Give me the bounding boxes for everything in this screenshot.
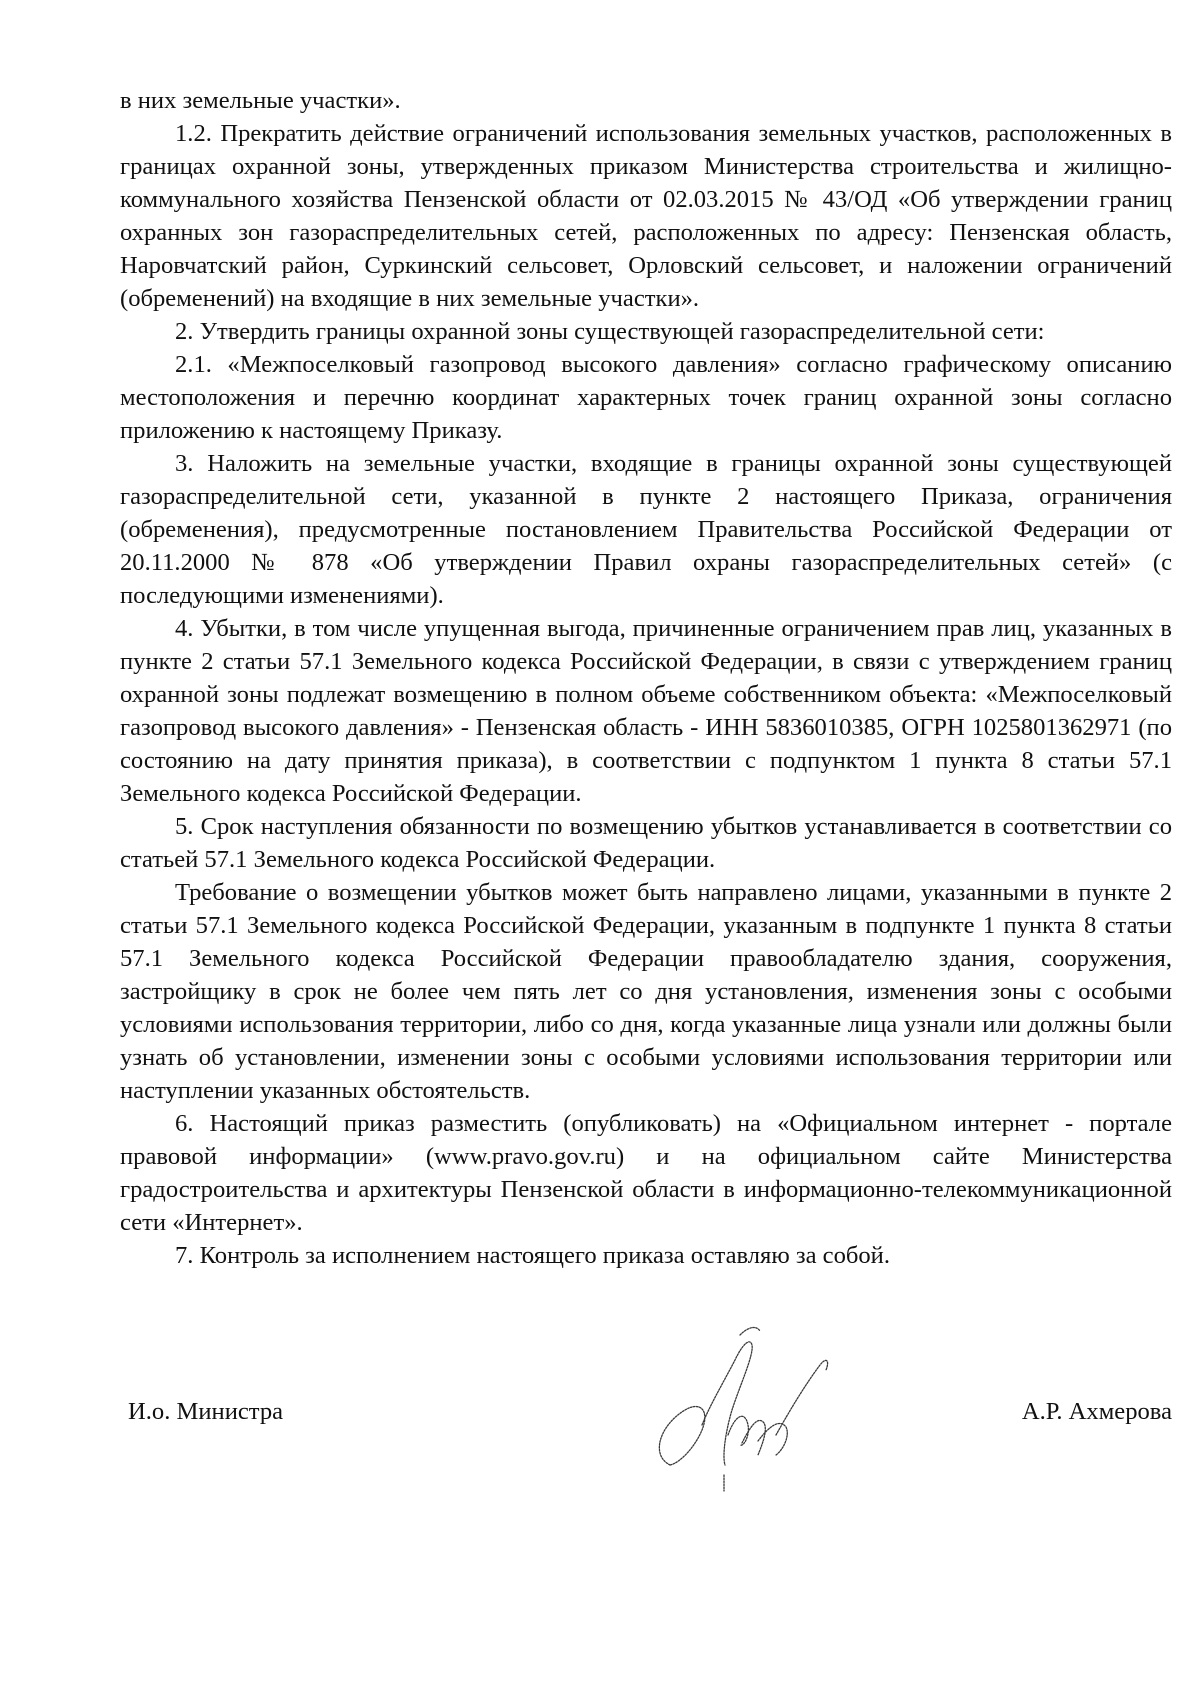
document-body — [120, 84, 1172, 1272]
signatory-title: И.о. Министра — [128, 1398, 284, 1425]
paragraph-4: 4. Убытки, в том числе упущенная выгода, причиненные ограничением прав лиц, указанных в пункте 2 статьи 57.1 Земельного кодекса Российской Федерации, в связи с утверждением границ охранной зоны подлежат возмещению в полном объеме собственником объекта: «Межпоселковый газопровод высокого давления» - Пензенская область - ИНН 5836010385, ОГРН 1025801362971 (по состоянию на дату принятия приказа), в соответствии с подпунктом 1 пункта 8 статьи 57.1 Земельного кодекса Российской Федерации. — [120, 615, 1172, 807]
paragraph-7: 7. Контроль за исполнением настоящего приказа оставляю за собой. — [175, 1242, 890, 1269]
paragraph-damages-claim: Требование о возмещении убытков может быть направлено лицами, указанными в пункте 2 статьи 57.1 Земельного кодекса Российской Федерации, указанным в подпункте 1 пункта 8 статьи 57.1 Земельного кодекса Российской Федерации правообладателю здания, сооружения, застройщику в срок не более чем пять лет со дня установления, изменения зоны с особыми условиями использования территории, либо со дня, когда указанные лица узнали или должны были узнать об установлении, изменении зоны с особыми условиями использования территории или наступлении указанных обстоятельств. — [120, 879, 1172, 1104]
paragraph-2-1: 2.1. «Межпоселковый газопровод высокого давления» согласно графическому описанию местоположения и перечню координат характерных точек границ охранной зоны согласно приложению к настоящему Приказу. — [120, 351, 1172, 444]
paragraph-5: 5. Срок наступления обязанности по возмещению убытков устанавливается в соответствии со статьей 57.1 Земельного кодекса Российской Федерации. — [120, 813, 1172, 873]
signatory-name: А.Р. Ахмерова — [1021, 1398, 1172, 1425]
paragraph-3: 3. Наложить на земельные участки, входящие в границы охранной зоны существующей газораспределительной сети, указанной в пункте 2 настоящего Приказа, ограничения (обременения), предусмотренные постановлением Правительства Российской Федерации от 20.11.2000 № 878 «Об утверждении Правил охраны газораспределительных сетей» (с последующими изменениями). — [120, 450, 1172, 609]
paragraph-continuation: в них земельные участки». — [120, 87, 401, 114]
paragraph-2: 2. Утвердить границы охранной зоны существующей газораспределительной сети: — [175, 318, 1045, 345]
paragraph-1-2: 1.2. Прекратить действие ограничений использования земельных участков, расположенных в границах охранной зоны, утвержденных приказом Министерства строительства и жилищно-коммунального хозяйства Пензенской области от 02.03.2015 № 43/ОД «Об утверждении границ охранных зон газораспределительных сетей, расположенных по адресу: Пензенская область, Наровчатский район, Суркинский сельсовет, Орловский сельсовет, и наложении ограничений (обременений) на входящие в них земельные участки». — [120, 120, 1172, 312]
handwritten-signature-icon — [640, 1315, 850, 1495]
paragraph-6: 6. Настоящий приказ разместить (опубликовать) на «Официальном интернет - портале правовой информации» (www.pravo.gov.ru) и на официальном сайте Министерства градостроительства и архитектуры Пензенской области в информационно-телекоммуникационной сети «Интернет». — [120, 1110, 1172, 1236]
